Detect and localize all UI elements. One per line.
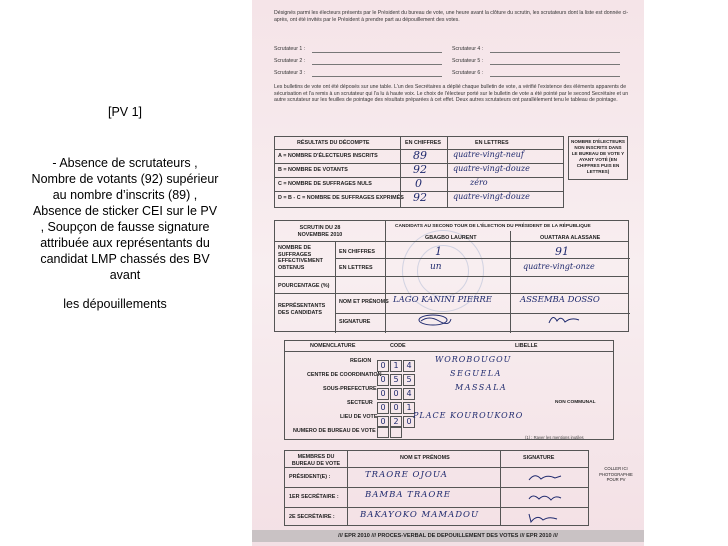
sous-prefecture-code-digit: 0 — [377, 388, 389, 400]
non-communal-label: NON COMMUNAL — [555, 400, 596, 405]
sous-prefecture-label: SOUS-PREFECTURE — [323, 386, 377, 392]
pourcentage-label: POURCENTAGE (%) — [278, 283, 330, 289]
sous-prefecture-libelle: MASSALA — [455, 383, 508, 392]
centre-label: CENTRE DE COORDINATION — [307, 372, 382, 378]
centre-code-digit: 5 — [403, 374, 415, 386]
region-code-digit: 1 — [390, 360, 402, 372]
region-code-digit: 4 — [403, 360, 415, 372]
scrutateur-1: Scrutateur 1 : — [274, 46, 306, 52]
numero-bureau-code — [377, 425, 403, 443]
secteur-code-digit: 0 — [390, 402, 402, 414]
president-signature-icon — [525, 470, 565, 484]
lieu-vote-code-digit: 0 — [403, 416, 415, 428]
membres-table — [284, 450, 589, 526]
president-name: TRAORE OJOUA — [365, 470, 448, 480]
non-inscrits-label: NOMBRE D'ÉLECTEURS NON INSCRITS DANS LE BUREAU DE VOTE Y AYANT VOTÉ (EN CHIFFRES PUIS EN LETTRES) — [571, 139, 625, 174]
secretaire1-name: BAMBA TRAORE — [365, 490, 451, 500]
code-header: CODE — [390, 343, 406, 349]
ouattara-chiffres: 91 — [555, 245, 569, 258]
secteur-code-digit: 1 — [403, 402, 415, 414]
rep-signature: SIGNATURE — [339, 319, 371, 325]
scrutateur-3: Scrutateur 3 : — [274, 70, 306, 76]
scrutateur-2-line — [312, 64, 442, 65]
scrutin-date: SCRUTIN DU 28 NOVEMBRE 2010 — [297, 225, 343, 238]
secretaire1-label: 1ER SECRÉTAIRE : — [289, 494, 339, 500]
president-label: PRÉSIDENT(E) : — [289, 474, 331, 480]
body-text: Les bulletins de vote ont été déposés sur une table. L'un des Secrétaires a déplié chaque bulletin de vote, a vérifié l'existence des éléments apparents de sécurisation et l'a remis à un scrutateur qui l'a lu à haute voix. Le choix de l'électeur porté sur le bulletin de vote a été pointé par le second Secrétaire et un autre scrutateur sur les feuilles de pointage des résultats préparées à cet effet. Deux autres scrutateurs ont parallèlement tenu le tableau de pointage. — [274, 84, 629, 104]
row-a-chiffres: 89 — [413, 149, 427, 162]
row-c-chiffres: 0 — [415, 177, 422, 190]
region-label: REGION — [350, 358, 372, 364]
secteur-code-digit: 0 — [377, 402, 389, 414]
membres-signature: SIGNATURE — [523, 455, 555, 461]
non-inscrits-box — [568, 136, 628, 180]
suffrages-en-lettres: EN LETTRES — [339, 265, 373, 271]
sous-prefecture-code-digit: 0 — [390, 388, 402, 400]
region-libelle: WOROBOUGOU — [435, 355, 512, 364]
rayer-note: (1) : Rayer les mentions inutiles — [525, 435, 584, 440]
row-b-lettres: quatre-vingt-douze — [453, 164, 530, 173]
photo-note: COLLER ICI PHOTOGRAPHIE POUR PV — [599, 466, 633, 482]
libelle-header: LIBELLE — [515, 343, 538, 349]
lieu-vote-libelle: PLACE KOUROUKORO — [413, 411, 524, 420]
numero-bureau-code-digit — [390, 426, 402, 438]
resultats-table — [274, 136, 564, 208]
secretaire1-signature-icon — [525, 490, 565, 504]
secretaire2-label: 2E SECRÉTAIRE : — [289, 514, 335, 520]
sous-prefecture-code-digit: 4 — [403, 388, 415, 400]
secretaire2-name: BAKAYOKO MAMADOU — [360, 510, 480, 520]
lieu-vote-code-digit: 2 — [390, 416, 402, 428]
scrutateur-5: Scrutateur 5 : — [452, 58, 484, 64]
row-a-lettres: quatre-vingt-neuf — [453, 150, 524, 159]
candidats-header: CANDIDATS AU SECOND TOUR DE L'ÉLECTION DU PRÉSIDENT DE LA RÉPUBLIQUE — [395, 224, 591, 229]
region-code-digit: 0 — [377, 360, 389, 372]
numero-bureau-code-digit — [377, 426, 389, 438]
scrutateur-6: Scrutateur 6 : — [452, 70, 484, 76]
nomenclature-header: NOMENCLATURE — [310, 343, 356, 349]
gbagbo-lettres: un — [430, 262, 442, 272]
scrutateur-5-line — [490, 64, 620, 65]
resultats-col-lettres: EN LETTRES — [475, 140, 509, 146]
scrutateur-1-line — [312, 52, 442, 53]
row-a-label: A = NOMBRE D'ÉLECTEURS INSCRITS — [278, 153, 378, 159]
pv-document — [252, 0, 644, 546]
document-footer: /// EPR 2010 /// PROCES-VERBAL DE DEPOUILLEMENT DES VOTES /// EPR 2010 /// — [252, 530, 644, 542]
centre-code-digit: 5 — [390, 374, 402, 386]
lieu-vote-code-digit: 0 — [377, 416, 389, 428]
scrutateur-4-line — [490, 52, 620, 53]
centre-code-digit: 0 — [377, 374, 389, 386]
note-title: [PV 1] — [107, 105, 143, 119]
ouattara-lettres: quatre-vingt-onze — [523, 262, 595, 271]
membres-nom-prenoms: NOM ET PRÉNOMS — [400, 455, 450, 461]
row-b-chiffres: 92 — [413, 163, 427, 176]
centre-libelle: SEGUELA — [450, 369, 502, 378]
scrutateur-4: Scrutateur 4 : — [452, 46, 484, 52]
candidats-table — [274, 220, 629, 332]
secteur-label: SECTEUR — [347, 400, 373, 406]
intro-text: Désignés parmi les électeurs présents par le Président du bureau de vote, une heure avant la clôture du scrutin, les scrutateurs dont la liste est donnée ci-après, ont été invités par le Président à prendre part au dépouillement des votes. — [274, 10, 629, 23]
suffrages-en-chiffres: EN CHIFFRES — [339, 249, 375, 255]
membres-header: MEMBRES DU BUREAU DE VOTE — [291, 454, 341, 467]
rep-nom-prenoms: NOM ET PRÉNOMS — [339, 299, 389, 305]
note-body: - Absence de scrutateurs , Nombre de votants (92) supérieur au nombre d’inscrits (89) , Absence de sticker CEI sur le PV , Soupçon de fausse signature attribuée aux représentants du candidat LMP chassés des BV avant — [31, 156, 219, 282]
row-b-label: B = NOMBRE DE VOTANTS — [278, 167, 348, 173]
suffrages-label: NOMBRE DE SUFFRAGES EFFECTIVEMENT OBTENUS — [278, 245, 323, 271]
rep-ouattara-name: ASSEMBA DOSSO — [520, 295, 600, 305]
scrutateur-3-line — [312, 76, 442, 77]
rep-gbagbo-signature-icon — [415, 313, 455, 327]
resultats-col-chiffres: EN CHIFFRES — [405, 140, 441, 146]
row-d-lettres: quatre-vingt-douze — [453, 192, 530, 201]
note-end: les dépouillements — [63, 297, 167, 311]
candidat-gbagbo: GBAGBO LAURENT — [425, 235, 477, 241]
row-c-label: C = NOMBRE DE SUFFRAGES NULS — [278, 181, 372, 187]
numero-bureau-label: NUMERO DE BUREAU DE VOTE — [293, 428, 376, 434]
representants-label: REPRÉSENTANTS DES CANDIDATS — [278, 303, 326, 316]
row-d-label: D = B - C = NOMBRE DE SUFFRAGES EXPRIMÉS — [278, 195, 404, 201]
resultats-header: RÉSULTATS DU DÉCOMPTE — [297, 140, 370, 146]
rep-gbagbo-name: LAGO KANINI PIERRE — [393, 295, 492, 305]
scrutateur-2: Scrutateur 2 : — [274, 58, 306, 64]
row-c-lettres: zéro — [470, 178, 488, 187]
secretaire2-signature-icon — [525, 510, 565, 524]
candidat-ouattara: OUATTARA ALASSANE — [540, 235, 601, 241]
scrutateur-6-line — [490, 76, 620, 77]
lieu-vote-label: LIEU DE VOTE — [340, 414, 378, 420]
row-d-chiffres: 92 — [413, 191, 427, 204]
nomenclature-table — [284, 340, 614, 440]
gbagbo-chiffres: 1 — [435, 245, 442, 258]
